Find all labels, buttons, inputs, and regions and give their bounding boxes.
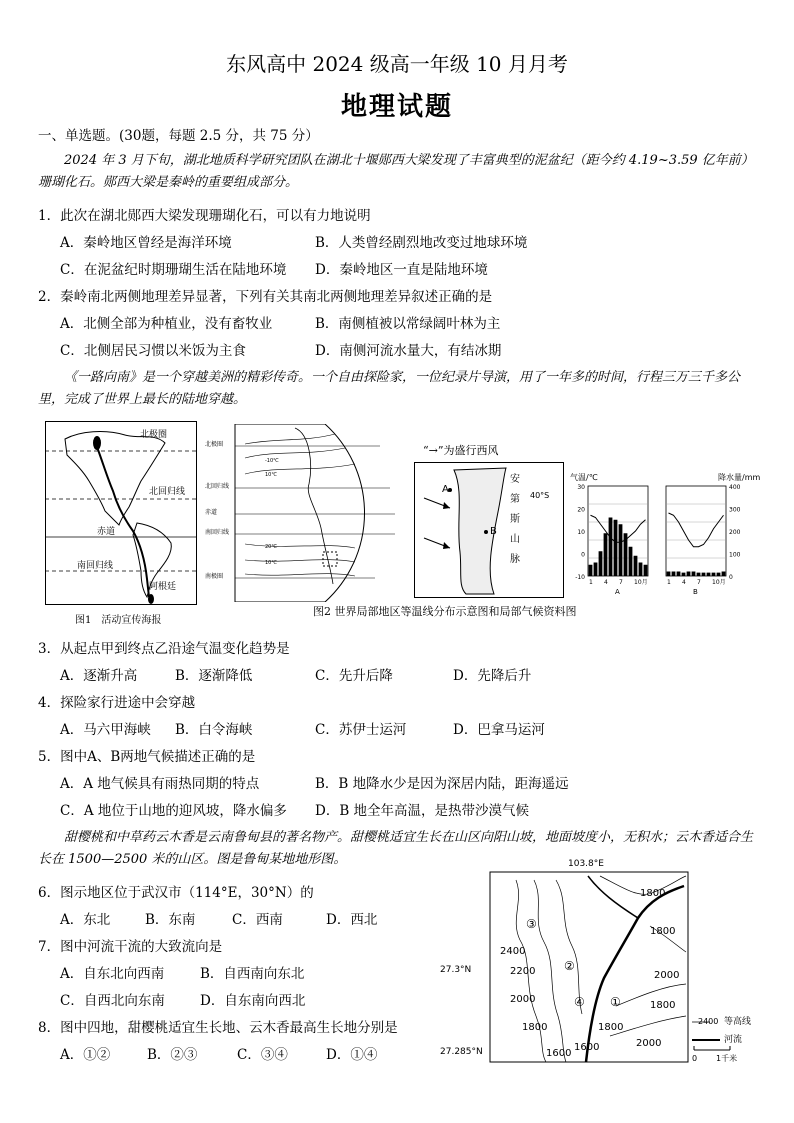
q3-option-a[interactable]: A．逐渐升高 xyxy=(60,668,138,684)
q1-option-b[interactable]: B．人类曾经剧烈地改变过地球环境 xyxy=(315,235,528,251)
world-isotherm-svg xyxy=(205,424,400,602)
legend-contour-label: 等高线 xyxy=(724,1017,752,1027)
legend-river-label: 河流 xyxy=(724,1035,743,1045)
precip-tick: 200 xyxy=(729,529,741,536)
station-label: B xyxy=(693,588,698,596)
question-1: 1．此次在湖北郧西大梁发现珊瑚化石，可以有力地说明 xyxy=(38,208,371,224)
precip-bar xyxy=(599,551,603,576)
fig2-tropic-n: 北回归线 xyxy=(205,483,230,490)
question-6: 6．图示地区位于武汉市（114°E，30°N）的 xyxy=(38,885,314,901)
inset-label-a: A xyxy=(442,484,449,495)
fig1-argentina-label: 阿根廷 xyxy=(149,582,177,592)
figure-1-caption: 图1 活动宣传海报 xyxy=(75,615,162,626)
q2-option-c[interactable]: C．北侧居民习惯以米饭为主食 xyxy=(60,343,246,359)
fig1-tropic-n-label: 北回归线 xyxy=(149,487,186,497)
q6-option-b[interactable]: B．东南 xyxy=(145,912,196,928)
precip-bar xyxy=(594,563,598,577)
climate-chart-a xyxy=(575,484,648,596)
month-tick: 7 xyxy=(619,579,623,586)
passage-2: 《一路向南》是一个穿越美洲的精彩传奇。一个自由探险家，一位纪录片导演，用了一年多的时间，行程三万三千多公里，完成了世界上最长的陆地穿越。 xyxy=(38,370,741,407)
americas-map xyxy=(45,421,197,605)
month-tick: 10月 xyxy=(634,579,648,586)
precip-bar xyxy=(677,572,681,577)
q8-option-d[interactable]: D．①④ xyxy=(326,1047,378,1063)
contour-label: 1800 xyxy=(598,1022,624,1033)
mountain-label: 第 xyxy=(510,494,520,505)
contour-label: 1600 xyxy=(546,1048,572,1059)
q5-option-c[interactable]: C．A 地位于山地的迎风坡，降水偏多 xyxy=(60,803,287,819)
precip-axis-title: 降水量/mm xyxy=(718,473,761,482)
legend-contour-value: 2400 xyxy=(698,1017,719,1026)
point-4: ④ xyxy=(574,995,585,1009)
climate-charts xyxy=(570,470,770,600)
precip-bar xyxy=(712,573,716,576)
month-tick: 4 xyxy=(682,579,686,586)
passage-3: 甜樱桃和中草药云木香是云南鲁甸县的著名物产。甜樱桃适宜生长在山区向阳山坡，地面坡度小，无积水；云木香适合生长在 1500—2500 米的山区。图是鲁甸某地地形图。 xyxy=(38,830,754,867)
q2-option-d[interactable]: D．南侧河流水量大，有结冰期 xyxy=(315,343,502,359)
precip-tick: 100 xyxy=(729,551,741,559)
precip-bar xyxy=(644,565,648,576)
q3-option-b[interactable]: B．逐渐降低 xyxy=(175,668,253,684)
contour-label: 2000 xyxy=(510,994,536,1005)
precip-bar xyxy=(667,572,671,577)
q8-option-b[interactable]: B．②③ xyxy=(147,1047,198,1063)
q7-option-d[interactable]: D．自东南向西北 xyxy=(200,993,306,1009)
section-heading: 一、单选题。(30题，每题 2.5 分，共 75 分） xyxy=(38,128,319,144)
mountain-label: 脉 xyxy=(510,554,520,565)
topo-lat2-label: 27.285°N xyxy=(440,1047,483,1057)
temp-axis-title: 气温/℃ xyxy=(570,473,598,482)
contour-label: 1800 xyxy=(650,926,676,937)
q2-option-a[interactable]: A．北侧全部为种植业，没有畜牧业 xyxy=(60,316,273,332)
temp-tick: 30 xyxy=(577,484,585,491)
precip-bar xyxy=(702,573,706,576)
point-1: ① xyxy=(610,995,621,1009)
temp-tick: 0 xyxy=(581,551,585,559)
q1-option-d[interactable]: D．秦岭地区一直是陆地环境 xyxy=(315,262,488,278)
contour-label: 1600 xyxy=(574,1042,600,1053)
topographic-map xyxy=(440,856,770,1066)
isotherm-label: 10℃ xyxy=(265,560,277,566)
figure-2-caption: 图2 世界局部地区等温线分布示意图和局部气候资料图 xyxy=(313,605,577,618)
q4-option-c[interactable]: C．苏伊士运河 xyxy=(315,722,407,738)
q8-option-a[interactable]: A．①② xyxy=(60,1047,111,1063)
inset-lat-label: 40°S xyxy=(530,491,550,500)
q7-option-a[interactable]: A．自东北向西南 xyxy=(60,966,165,982)
exam-title: 东风高中 2024 级高一年级 10 月月考 xyxy=(226,52,568,76)
q3-option-d[interactable]: D．先降后升 xyxy=(453,668,532,684)
precip-bar xyxy=(639,563,643,577)
precip-bar xyxy=(697,573,701,576)
inset-label-b: B xyxy=(490,526,497,537)
fig1-north-polar-label: 北极圈 xyxy=(140,430,168,440)
q5-option-d[interactable]: D．B 地全年高温，是热带沙漠气候 xyxy=(315,803,530,819)
station-label: A xyxy=(615,588,620,596)
wind-note: “→”为盛行西风 xyxy=(423,444,499,457)
precip-bar xyxy=(604,533,608,576)
figure-2-isotherm-map xyxy=(205,424,400,602)
climate-chart-b xyxy=(666,484,741,596)
contour-label: 2400 xyxy=(500,946,526,957)
isotherm-label: -10℃ xyxy=(265,458,279,464)
fig2-equator: 赤道 xyxy=(205,509,218,516)
precip-bar xyxy=(619,524,623,576)
precip-bar xyxy=(692,572,696,577)
precip-bar xyxy=(609,518,613,577)
contour-label: 2200 xyxy=(510,966,536,977)
contour-label: 2000 xyxy=(636,1038,662,1049)
topo-svg xyxy=(440,856,770,1066)
figure-2-inset xyxy=(414,462,564,598)
month-tick: 10月 xyxy=(712,579,726,586)
month-tick: 4 xyxy=(604,579,608,586)
precip-bar xyxy=(707,573,711,576)
q1-option-c[interactable]: C．在泥盆纪时期珊瑚生活在陆地环境 xyxy=(60,262,287,278)
mountain-label: 山 xyxy=(510,534,520,545)
q5-option-b[interactable]: B．B 地降水少是因为深居内陆，距海遥远 xyxy=(315,776,569,792)
isotherm-label: 10℃ xyxy=(265,472,277,478)
month-tick: 1 xyxy=(589,579,593,586)
isotherm-label: 20℃ xyxy=(265,544,277,550)
month-tick: 1 xyxy=(667,579,671,586)
question-5: 5．图中A、B两地气候描述正确的是 xyxy=(38,749,256,765)
topo-lat1-label: 27.3°N xyxy=(440,965,472,975)
q4-option-d[interactable]: D．巴拿马运河 xyxy=(453,722,545,738)
precip-bar xyxy=(717,573,721,576)
q6-option-a[interactable]: A．东北 xyxy=(60,912,111,928)
fig2-south-polar: 南极圈 xyxy=(205,573,224,580)
scale-zero: 0 xyxy=(692,1054,698,1063)
contour-label: 1800 xyxy=(640,888,666,899)
question-4: 4．探险家行进途中会穿越 xyxy=(38,695,196,711)
point-3: ③ xyxy=(526,917,537,931)
chart-frame xyxy=(666,486,726,576)
passage-1: 2024 年 3 月下旬，湖北地质科学研究团队在湖北十堰郧西大梁发现了丰富典型的泥盆纪（距今约 4.19~3.59 亿年前）珊瑚化石。郧西大梁是秦岭的重要组成部分。 xyxy=(38,153,754,190)
precip-bar xyxy=(722,572,726,577)
topo-lon-label: 103.8°E xyxy=(568,859,604,869)
fig2-north-polar: 北极圈 xyxy=(205,441,224,448)
q4-option-a[interactable]: A．马六甲海峡 xyxy=(60,722,151,738)
scale-km: 1千米 xyxy=(716,1054,738,1063)
precip-bar xyxy=(634,556,638,576)
inset-svg xyxy=(414,462,564,598)
figure-1-poster xyxy=(45,421,197,605)
q6-option-c[interactable]: C．西南 xyxy=(232,912,283,928)
precip-bar xyxy=(672,572,676,577)
fig1-equator-label: 赤道 xyxy=(97,527,116,537)
precip-bar xyxy=(589,565,593,576)
precip-bar xyxy=(614,520,618,576)
fig2-tropic-s: 南回归线 xyxy=(205,529,230,536)
question-3: 3．从起点甲到终点乙沿途气温变化趋势是 xyxy=(38,641,290,657)
question-8: 8．图中四地，甜樱桃适宜生长地、云木香最高生长地分别是 xyxy=(38,1020,398,1036)
q7-option-b[interactable]: B．自西南向东北 xyxy=(200,966,305,982)
q7-option-c[interactable]: C．自西北向东南 xyxy=(60,993,165,1009)
question-2: 2．秦岭南北两侧地理差异显著，下列有关其南北两侧地理差异叙述正确的是 xyxy=(38,289,493,305)
contour-label: 2000 xyxy=(654,970,680,981)
precip-tick: 400 xyxy=(729,484,741,491)
temp-tick: 20 xyxy=(577,506,585,514)
contour-label: 1800 xyxy=(522,1022,548,1033)
question-7: 7．图中河流干流的大致流向是 xyxy=(38,939,223,955)
q2-option-b[interactable]: B．南侧植被以常绿阔叶林为主 xyxy=(315,316,501,332)
q4-option-b[interactable]: B．白令海峡 xyxy=(175,722,253,738)
q8-option-c[interactable]: C．③④ xyxy=(237,1047,288,1063)
month-tick: 7 xyxy=(697,579,701,586)
climate-charts-svg xyxy=(570,470,770,600)
precip-tick: 0 xyxy=(729,574,733,581)
mountain-label: 斯 xyxy=(510,514,520,525)
contour-label: 1800 xyxy=(650,1000,676,1011)
precip-tick: 300 xyxy=(729,506,741,514)
temp-tick: 10 xyxy=(577,529,585,536)
mountain-label: 安 xyxy=(510,474,520,485)
q5-option-a[interactable]: A．A 地气候具有雨热同期的特点 xyxy=(60,776,260,792)
temp-tick: -10 xyxy=(575,574,585,581)
q3-option-c[interactable]: C．先升后降 xyxy=(315,668,393,684)
point-2: ② xyxy=(564,959,575,973)
q1-option-a[interactable]: A．秦岭地区曾经是海洋环境 xyxy=(60,235,232,251)
precip-bar xyxy=(687,572,691,577)
precip-bar xyxy=(629,547,633,576)
subject-title: 地理试题 xyxy=(340,92,453,122)
q6-option-d[interactable]: D．西北 xyxy=(326,912,378,928)
fig1-tropic-s-label: 南回归线 xyxy=(77,561,114,571)
precip-bar xyxy=(682,573,686,576)
